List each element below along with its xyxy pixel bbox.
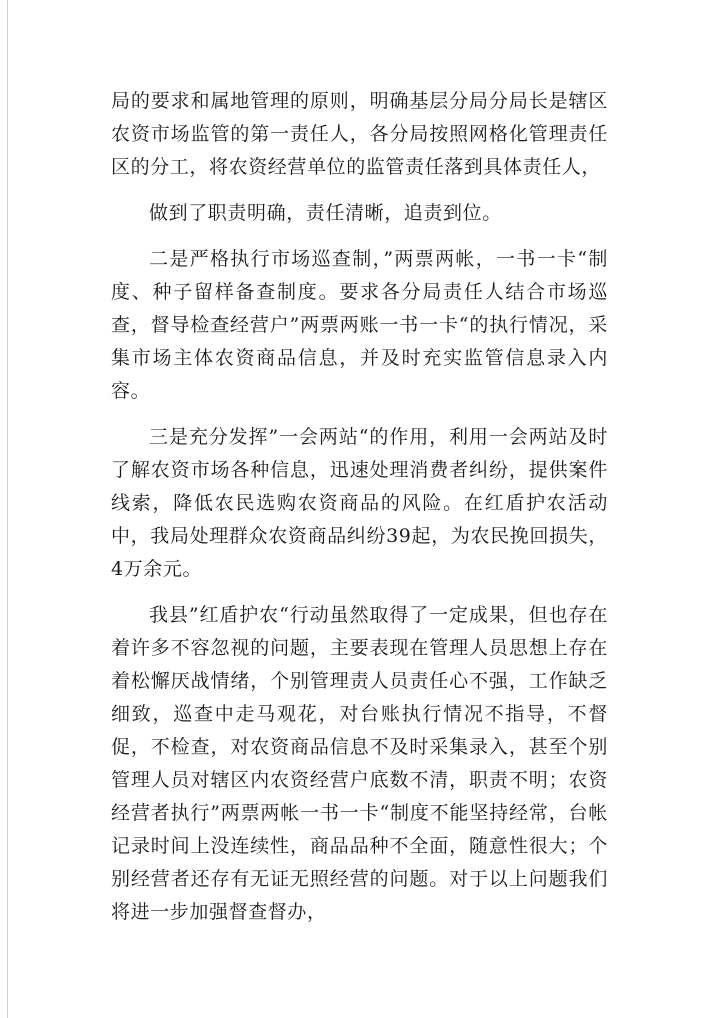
paragraph-inspection-system: 二是严格执行市场巡查制，”两票两帐，一书一卡“制度、种子留样备查制度。要求各分局责任人结合市场巡查，督导检查经营户”两票两账一书一卡“的执行情况，采集市场主体农资商品信息，并及时充实监管信息录入内容。	[111, 248, 608, 402]
paragraph-one-association-two-stations: 三是充分发挥”一会两站“的作用，利用一会两站及时了解农资市场各种信息，迅速处理消费者纠纷，提供案件线索，降低农民选购农资商品的风险。在红盾护农活动中，我局处理群众农资商品纠纷39起，为农民挽回损失，4万余元。	[111, 426, 608, 580]
paragraph-responsibility-summary: 做到了职责明确，责任清晰，追责到位。	[149, 202, 502, 224]
page-left-border	[7, 0, 8, 1018]
paragraph-continuation: 局的要求和属地管理的原则，明确基层分局分局长是辖区农资市场监管的第一责任人，各分局按照网格化管理责任区的分工，将农资经营单位的监管责任落到具体责任人，	[111, 90, 608, 178]
document-body	[111, 85, 608, 942]
paragraph-existing-problems: 我县”红盾护农“行动虽然取得了一定成果，但也存在着许多不容忽视的问题，主要表现在管理人员思想上存在着松懈厌战情绪，个别管理责人员责任心不强，工作缺乏细致，巡查中走马观花，对台账执行情况不指导，不督促，不检查，对农资商品信息不及时采集录入，甚至个别管理人员对辖区内农资经营户底数不清，职责不明；农资经营者执行”两票两帐一书一卡“制度不能坚持经常，台帐记录时间上没连续性，商品品种不全面，随意性很大；个别经营者还存有无证无照经营的问题。对于以上问题我们将进一步加强督查督办，	[111, 604, 608, 923]
